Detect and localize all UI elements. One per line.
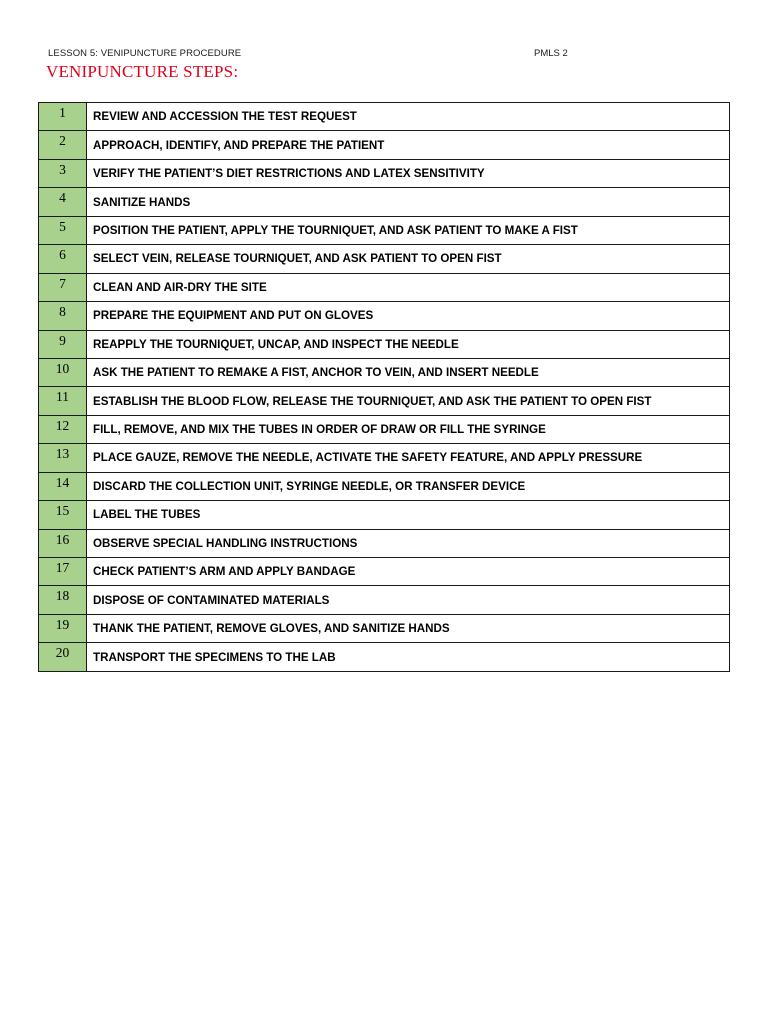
step-number: 19 [39,614,87,642]
step-number: 13 [39,444,87,472]
table-row [39,216,730,244]
step-number: 10 [39,358,87,386]
steps-table [38,102,730,672]
table-row [39,358,730,386]
table-row [39,586,730,614]
table-row [39,472,730,500]
step-number: 5 [39,216,87,244]
table-row [39,302,730,330]
step-description: ESTABLISH THE BLOOD FLOW, RELEASE THE TOURNIQUET, AND ASK THE PATIENT TO OPEN FIST [87,387,730,415]
step-description: CHECK PATIENT’S ARM AND APPLY BANDAGE [87,558,730,586]
step-number: 8 [39,302,87,330]
table-row [39,159,730,187]
table-row [39,103,730,131]
step-number: 2 [39,131,87,159]
step-description: CLEAN AND AIR-DRY THE SITE [87,273,730,301]
step-description: APPROACH, IDENTIFY, AND PREPARE THE PATIENT [87,131,730,159]
step-number: 6 [39,245,87,273]
step-number: 12 [39,415,87,443]
step-number: 16 [39,529,87,557]
step-number: 3 [39,159,87,187]
steps-table-body [39,103,730,672]
step-number: 18 [39,586,87,614]
step-description: THANK THE PATIENT, REMOVE GLOVES, AND SANITIZE HANDS [87,614,730,642]
table-row [39,273,730,301]
step-description: SELECT VEIN, RELEASE TOURNIQUET, AND ASK PATIENT TO OPEN FIST [87,245,730,273]
step-description: POSITION THE PATIENT, APPLY THE TOURNIQUET, AND ASK PATIENT TO MAKE A FIST [87,216,730,244]
page-title: VENIPUNCTURE STEPS: [46,62,239,81]
step-description: PLACE GAUZE, REMOVE THE NEEDLE, ACTIVATE THE SAFETY FEATURE, AND APPLY PRESSURE [87,444,730,472]
step-description: OBSERVE SPECIAL HANDLING INSTRUCTIONS [87,529,730,557]
step-description: ASK THE PATIENT TO REMAKE A FIST, ANCHOR TO VEIN, AND INSERT NEEDLE [87,358,730,386]
step-number: 9 [39,330,87,358]
step-number: 11 [39,387,87,415]
step-description: REVIEW AND ACCESSION THE TEST REQUEST [87,103,730,131]
step-number: 14 [39,472,87,500]
step-number: 15 [39,501,87,529]
step-description: REAPPLY THE TOURNIQUET, UNCAP, AND INSPECT THE NEEDLE [87,330,730,358]
table-row [39,245,730,273]
step-number: 1 [39,103,87,131]
step-number: 7 [39,273,87,301]
step-number: 17 [39,558,87,586]
table-row [39,387,730,415]
table-row [39,330,730,358]
step-description: FILL, REMOVE, AND MIX THE TUBES IN ORDER OF DRAW OR FILL THE SYRINGE [87,415,730,443]
step-description: SANITIZE HANDS [87,188,730,216]
course-code: PMLS 2 [534,48,568,59]
table-row [39,131,730,159]
table-row [39,643,730,671]
table-row [39,529,730,557]
step-number: 4 [39,188,87,216]
table-row [39,614,730,642]
table-row [39,558,730,586]
table-row [39,188,730,216]
step-description: DISCARD THE COLLECTION UNIT, SYRINGE NEEDLE, OR TRANSFER DEVICE [87,472,730,500]
lesson-header: LESSON 5: VENIPUNCTURE PROCEDURE [48,48,242,59]
table-row [39,415,730,443]
step-description: VERIFY THE PATIENT’S DIET RESTRICTIONS AND LATEX SENSITIVITY [87,159,730,187]
step-description: TRANSPORT THE SPECIMENS TO THE LAB [87,643,730,671]
step-description: PREPARE THE EQUIPMENT AND PUT ON GLOVES [87,302,730,330]
table-row [39,444,730,472]
step-number: 20 [39,643,87,671]
step-description: DISPOSE OF CONTAMINATED MATERIALS [87,586,730,614]
table-row [39,501,730,529]
step-description: LABEL THE TUBES [87,501,730,529]
